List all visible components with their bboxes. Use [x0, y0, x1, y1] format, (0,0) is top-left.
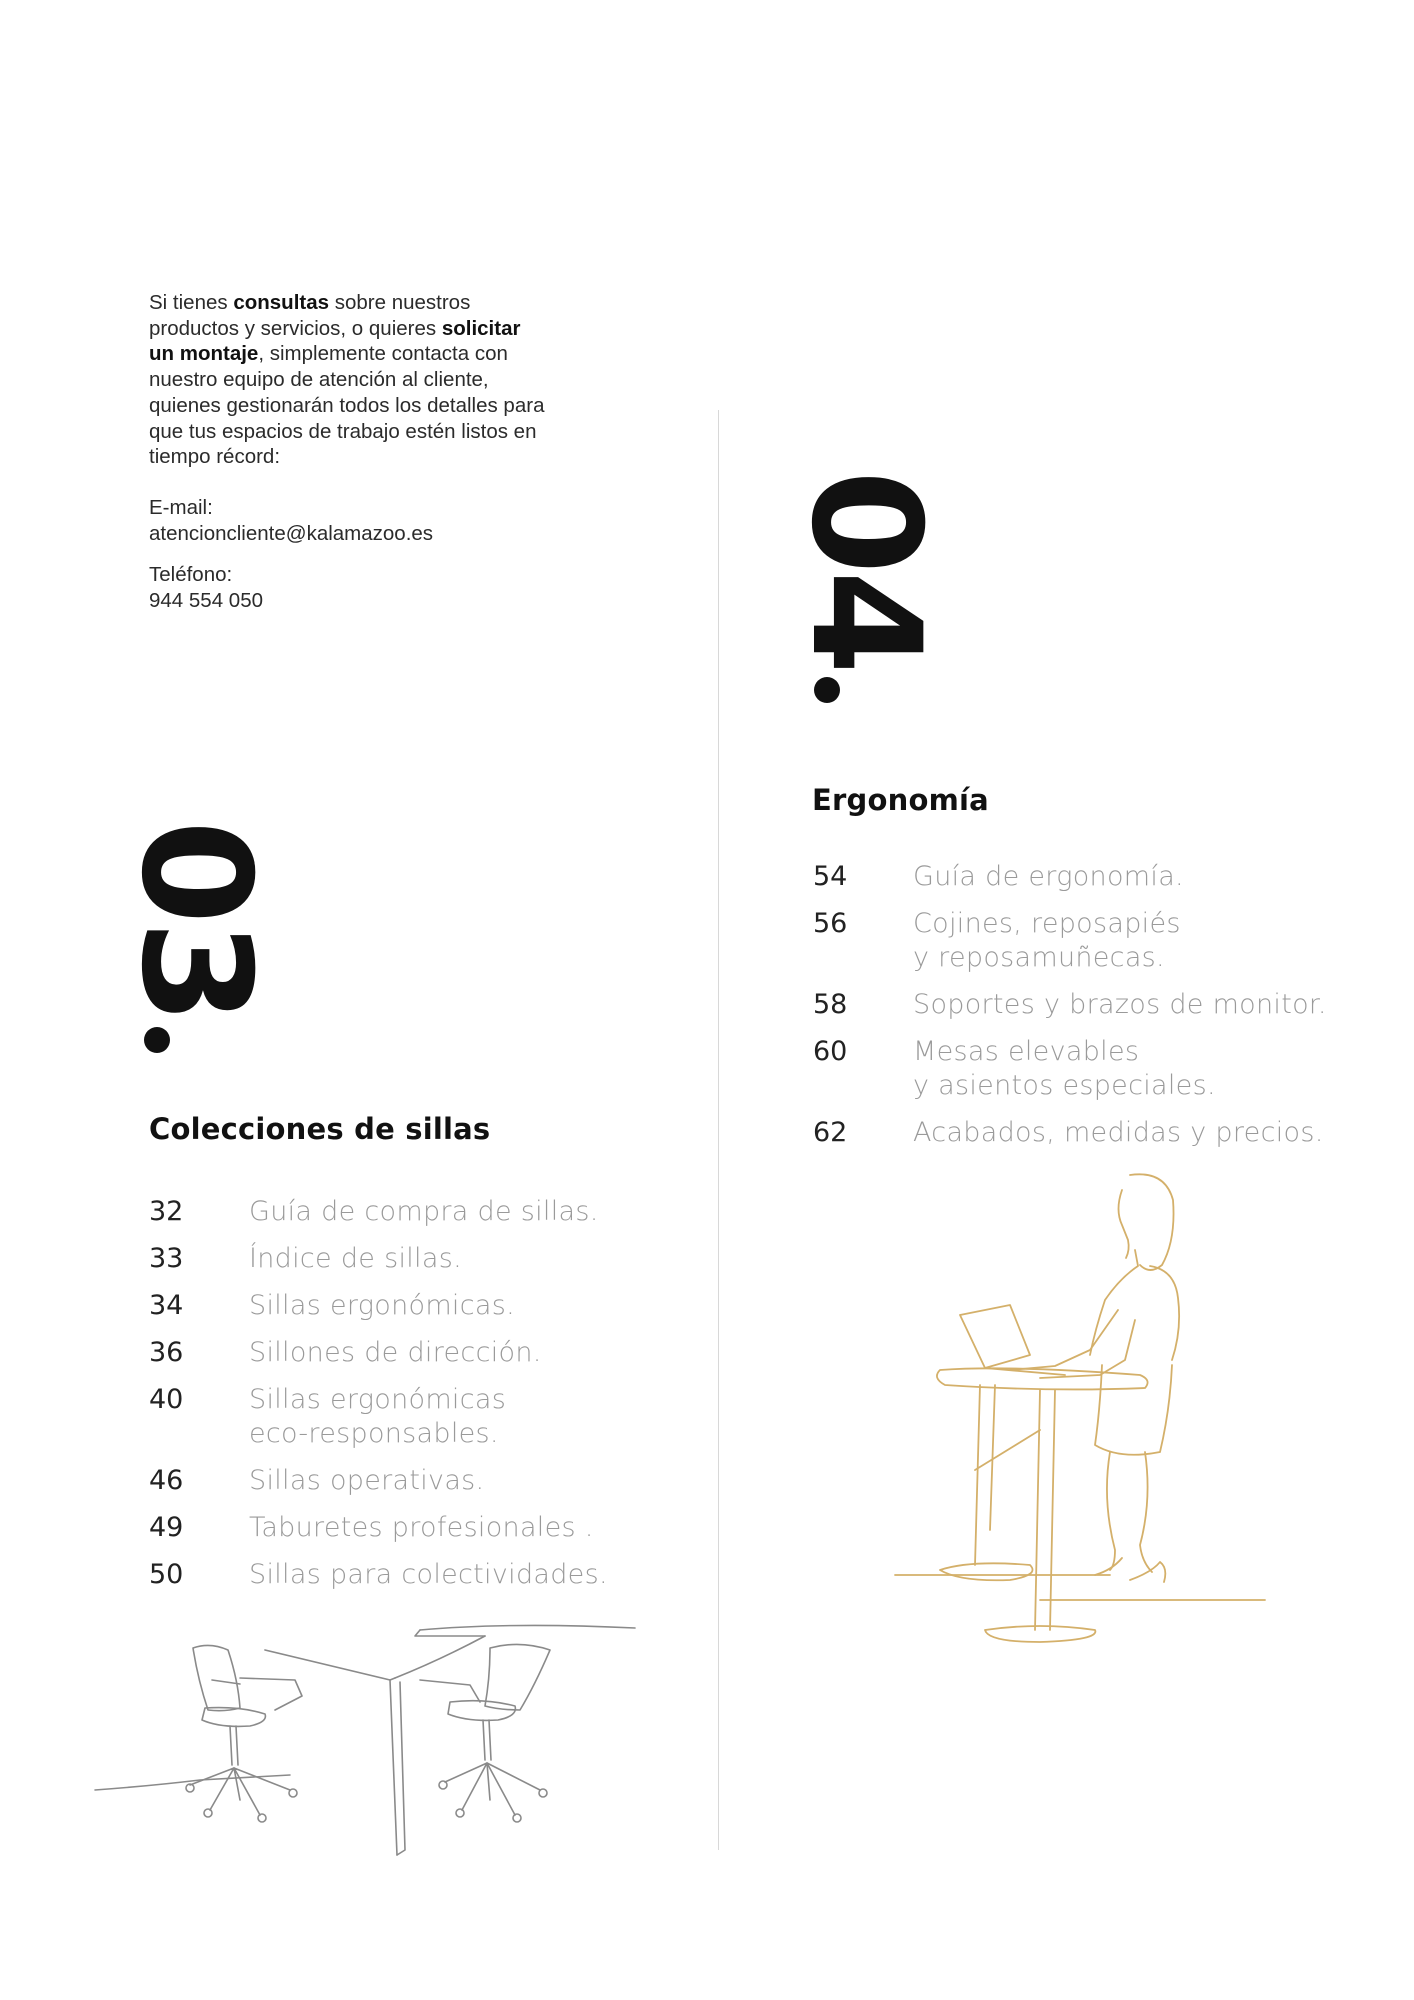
phone-link[interactable]: 944 554 050	[149, 589, 264, 613]
toc-label: Guía de ergonomía.	[913, 861, 1184, 892]
toc-label-line: Mesas elevables	[913, 1036, 1140, 1067]
toc-label: Soportes y brazos de monitor.	[913, 989, 1327, 1020]
toc-label-line: y reposamuñecas.	[913, 942, 1165, 973]
toc-label: Índice de sillas.	[249, 1243, 462, 1274]
toc-label-line: eco-responsables.	[249, 1418, 499, 1449]
toc-item[interactable]	[813, 1035, 1327, 1103]
toc-label-line: Cojines, reposapiés	[913, 908, 1181, 939]
toc-page-number: 46	[149, 1465, 184, 1496]
toc-page-number: 58	[813, 989, 848, 1020]
toc-label-line: y asientos especiales.	[913, 1070, 1216, 1101]
section-number-03	[108, 820, 282, 1053]
toc-item[interactable]	[149, 1464, 608, 1498]
section-number-dot	[814, 677, 840, 703]
section-title-ergonomia: Ergonomía	[812, 783, 989, 817]
toc-item[interactable]	[149, 1242, 608, 1276]
toc-item[interactable]	[149, 1289, 608, 1323]
toc-page-number: 50	[149, 1559, 184, 1590]
toc-label: Acabados, medidas y precios.	[913, 1117, 1324, 1148]
toc-item[interactable]	[149, 1558, 608, 1592]
toc-page-number: 32	[149, 1196, 184, 1227]
column-divider	[718, 410, 719, 1850]
contact-text: sobre nuestros productos y servicios, o quieres	[149, 291, 471, 340]
contact-text: Si tienes	[149, 291, 234, 314]
contact-emphasis-consultas: consultas	[233, 291, 330, 314]
toc-item[interactable]	[149, 1511, 608, 1545]
standing-desk-woman-illustration	[890, 1170, 1270, 1660]
email-label: E-mail:	[149, 495, 213, 519]
contact-block	[149, 290, 549, 614]
toc-label	[249, 1383, 506, 1451]
toc-item[interactable]	[149, 1336, 608, 1370]
toc-page-number: 60	[813, 1036, 848, 1067]
toc-page-number: 40	[149, 1384, 184, 1415]
contact-emphasis-montaje: solicitar un montaje	[149, 316, 521, 366]
toc-page-number: 34	[149, 1290, 184, 1321]
toc-item[interactable]	[149, 1195, 608, 1229]
toc-label-line: Sillas ergonómicas	[249, 1384, 507, 1415]
toc-page-number: 33	[149, 1243, 184, 1274]
section-title-colecciones: Colecciones de sillas	[149, 1112, 491, 1146]
toc-item[interactable]	[813, 1116, 1327, 1150]
toc-page-number: 49	[149, 1512, 184, 1543]
email-link[interactable]: atencioncliente@kalamazoo.es	[149, 521, 434, 545]
toc-page-number: 54	[813, 861, 848, 892]
section-number-text: 03	[108, 820, 282, 1021]
toc-label: Sillas para colectividades.	[249, 1559, 608, 1590]
toc-page-number: 36	[149, 1337, 184, 1368]
toc-item[interactable]	[813, 907, 1327, 975]
section-number-dot	[144, 1027, 170, 1053]
toc-list-ergonomia	[813, 860, 1327, 1163]
toc-item[interactable]	[813, 988, 1327, 1022]
toc-label: Sillones de dirección.	[249, 1337, 542, 1368]
chairs-line-illustration	[90, 1610, 650, 1870]
toc-list-sillas	[149, 1195, 608, 1605]
toc-item[interactable]	[813, 860, 1327, 894]
contact-text: , simplemente contacta con nuestro equipo de atención al cliente, quienes gestionarán todos los detalles para que tus espacios de trabajo estén listos en tiempo récord:	[149, 342, 545, 469]
toc-item[interactable]	[149, 1383, 608, 1451]
contact-paragraph	[149, 290, 549, 470]
toc-label	[913, 907, 1181, 975]
section-number-text: 04	[778, 470, 952, 671]
toc-label: Sillas ergonómicas.	[249, 1290, 515, 1321]
section-number-04	[778, 470, 952, 703]
toc-label: Taburetes profesionales .	[249, 1512, 594, 1543]
toc-label	[913, 1035, 1216, 1103]
phone-label: Teléfono:	[149, 563, 233, 587]
toc-label: Sillas operativas.	[249, 1465, 485, 1496]
toc-page-number: 62	[813, 1117, 848, 1148]
toc-label: Guía de compra de sillas.	[249, 1196, 599, 1227]
toc-page-number: 56	[813, 908, 848, 939]
